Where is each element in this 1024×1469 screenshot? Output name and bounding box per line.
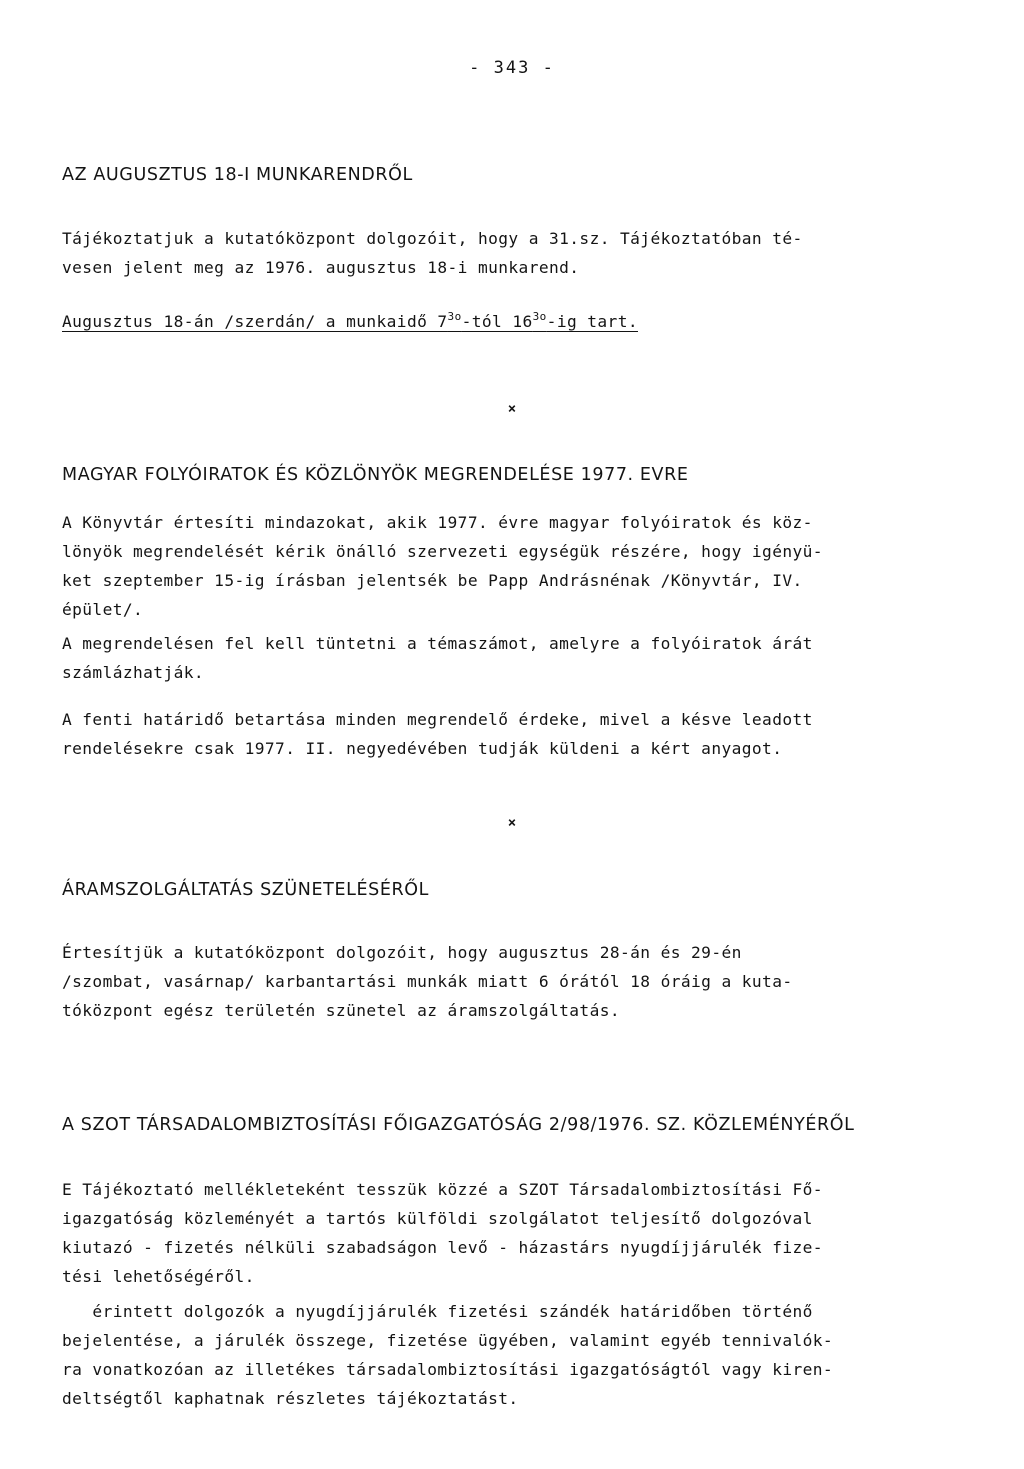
schedule-suffix: -ig tart. (546, 312, 638, 331)
paragraph-line: ket szeptember 15-ig írásban jelentsék be Papp Andrásnénak /Könyvtár, IV. (62, 571, 803, 590)
paragraph-line: A fenti határidő betartása minden megrendelő érdeke, mivel a késve leadott (62, 710, 813, 729)
page-number: - 343 - (469, 58, 555, 78)
separator-mark: × (507, 401, 517, 417)
paragraph-line: Értesítjük a kutatóközpont dolgozóit, hogy augusztus 28-án és 29-én (62, 943, 742, 962)
schedule-middle: -tól 16 (461, 312, 533, 331)
section-heading-work-schedule: AZ AUGUSZTUS 18-I MUNKARENDRŐL (62, 165, 413, 185)
paragraph-line: rendelésekre csak 1977. II. negyedévében tudják küldeni a kért anyagot. (62, 739, 783, 758)
schedule-line (62, 312, 638, 331)
paragraph-line: A Könyvtár értesíti mindazokat, akik 1977. évre magyar folyóiratok és köz- (62, 513, 813, 532)
paragraph-line: /szombat, vasárnap/ karbantartási munkák miatt 6 órától 18 óráig a kuta- (62, 972, 793, 991)
paragraph-line: ra vonatkozóan az illetékes társadalombiztosítási igazgatóságtól vagy kiren- (62, 1360, 834, 1379)
schedule-start-minutes: 3o (447, 310, 462, 323)
paragraph-line: deltségtől kaphatnak részletes tájékoztatást. (62, 1389, 519, 1408)
section-heading-power-outage: ÁRAMSZOLGÁLTATÁS SZÜNETELÉSÉRŐL (62, 880, 429, 900)
section-heading-periodicals: MAGYAR FOLYÓIRATOK ÉS KÖZLÖNYÖK MEGRENDELÉSE 1977. EVRE (62, 465, 689, 485)
paragraph-line: bejelentése, a járulék összege, fizetése ügyében, valamint egyéb tennivalók- (62, 1331, 834, 1350)
separator-mark: × (507, 815, 517, 831)
paragraph-line: lönyök megrendelését kérik önálló szervezeti egységük részére, hogy igényü- (62, 542, 823, 561)
paragraph-line: számlázhatják. (62, 663, 205, 682)
paragraph-line: igazgatóság közleményét a tartós külföldi szolgálatot teljesítő dolgozóval (62, 1209, 813, 1228)
paragraph-line: érintett dolgozók a nyugdíjjárulék fizetési szándék határidőben történő (62, 1302, 813, 1321)
paragraph-line: A megrendelésen fel kell tüntetni a témaszámot, amelyre a folyóiratok árát (62, 634, 813, 653)
paragraph-line: tési lehetőségéről. (62, 1267, 255, 1286)
paragraph-line: tóközpont egész területén szünetel az áramszolgáltatás. (62, 1001, 621, 1020)
schedule-prefix: Augusztus 18-án /szerdán/ a munkaidő 7 (62, 312, 448, 331)
paragraph-line: E Tájékoztató mellékleteként tesszük közzé a SZOT Társadalombiztosítási Fő- (62, 1180, 823, 1199)
schedule-end-minutes: 3o (532, 310, 547, 323)
paragraph-line: vesen jelent meg az 1976. augusztus 18-i munkarend. (62, 258, 580, 277)
paragraph-line: Tájékoztatjuk a kutatóközpont dolgozóit, hogy a 31.sz. Tájékoztatóban té- (62, 229, 803, 248)
section-heading-szot-notice: A SZOT TÁRSADALOMBIZTOSÍTÁSI FŐIGAZGATÓSÁG 2/98/1976. SZ. KÖZLEMÉNYÉRŐL (62, 1115, 855, 1135)
paragraph-line: kiutazó - fizetés nélküli szabadságon levő - házastárs nyugdíjjárulék fize- (62, 1238, 823, 1257)
paragraph-line: épület/. (62, 600, 144, 619)
